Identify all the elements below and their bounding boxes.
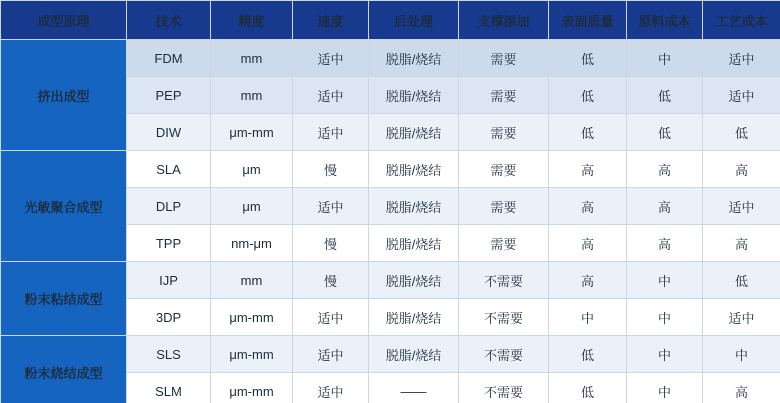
table-cell: 高 — [549, 262, 627, 299]
table-cell: 适中 — [703, 188, 780, 225]
table-cell: 适中 — [293, 188, 369, 225]
table-cell: 适中 — [293, 40, 369, 77]
table-cell: —— — [369, 373, 459, 403]
table-cell: 低 — [627, 77, 703, 114]
technology-name-cell: 3DP — [127, 299, 211, 336]
table-cell: 适中 — [703, 40, 780, 77]
table-cell: 高 — [703, 225, 780, 262]
group-label-cell: 粉末粘结成型 — [1, 262, 127, 336]
column-header-principle: 成型原理 — [1, 1, 127, 40]
table-cell: 高 — [549, 225, 627, 262]
column-header-material-cost: 原料成本 — [627, 1, 703, 40]
table-cell: 高 — [627, 151, 703, 188]
table-cell: 不需要 — [459, 299, 549, 336]
header-row — [1, 1, 780, 40]
table-cell: μm — [211, 151, 293, 188]
table-cell: 高 — [703, 151, 780, 188]
table-cell: μm-mm — [211, 299, 293, 336]
table-cell: 高 — [549, 151, 627, 188]
table-cell: 适中 — [293, 336, 369, 373]
table-cell: 不需要 — [459, 336, 549, 373]
table-cell: 脱脂/烧结 — [369, 77, 459, 114]
table-cell: 高 — [627, 188, 703, 225]
table-cell: 脱脂/烧结 — [369, 262, 459, 299]
table-row — [1, 151, 780, 188]
technology-name-cell: IJP — [127, 262, 211, 299]
table-cell: 中 — [627, 373, 703, 403]
table-cell: μm — [211, 188, 293, 225]
table-cell: μm-mm — [211, 373, 293, 403]
table-cell: 脱脂/烧结 — [369, 151, 459, 188]
table-cell: 慢 — [293, 151, 369, 188]
table-cell: 适中 — [703, 299, 780, 336]
technology-name-cell: FDM — [127, 40, 211, 77]
table-cell: 脱脂/烧结 — [369, 188, 459, 225]
group-label-cell: 挤出成型 — [1, 40, 127, 151]
column-header-precision: 精度 — [211, 1, 293, 40]
table-cell: 中 — [627, 336, 703, 373]
table-cell: 脱脂/烧结 — [369, 336, 459, 373]
table-cell: 需要 — [459, 225, 549, 262]
technology-name-cell: PEP — [127, 77, 211, 114]
table-cell: μm-mm — [211, 336, 293, 373]
table-cell: 不需要 — [459, 373, 549, 403]
technology-name-cell: DLP — [127, 188, 211, 225]
table-row — [1, 262, 780, 299]
table-cell: μm-mm — [211, 114, 293, 151]
table-cell: 脱脂/烧结 — [369, 40, 459, 77]
table-cell: 慢 — [293, 262, 369, 299]
table-cell: 脱脂/烧结 — [369, 114, 459, 151]
table-cell: 低 — [549, 77, 627, 114]
table-row — [1, 40, 780, 77]
table-cell: 需要 — [459, 40, 549, 77]
table-cell: mm — [211, 40, 293, 77]
technology-name-cell: SLM — [127, 373, 211, 403]
table-cell: 低 — [627, 114, 703, 151]
table-cell: 需要 — [459, 151, 549, 188]
table-cell: 中 — [549, 299, 627, 336]
table-cell: 需要 — [459, 114, 549, 151]
table-cell: 脱脂/烧结 — [369, 299, 459, 336]
column-header-process-cost: 工艺成本 — [703, 1, 780, 40]
table-cell: 适中 — [293, 299, 369, 336]
group-label-cell: 光敏聚合成型 — [1, 151, 127, 262]
table-cell: 中 — [703, 336, 780, 373]
technology-name-cell: TPP — [127, 225, 211, 262]
table-cell: 低 — [549, 40, 627, 77]
table-cell: 适中 — [293, 114, 369, 151]
table-cell: 适中 — [293, 77, 369, 114]
column-header-postprocess: 后处理 — [369, 1, 459, 40]
table-cell: 低 — [549, 336, 627, 373]
table-cell: 中 — [627, 40, 703, 77]
column-header-technology: 技术 — [127, 1, 211, 40]
table-cell: 低 — [703, 262, 780, 299]
table-header — [1, 1, 780, 40]
table-cell: 高 — [703, 373, 780, 403]
table-cell: 低 — [703, 114, 780, 151]
table-cell: nm-μm — [211, 225, 293, 262]
table-body — [1, 40, 780, 403]
table-cell: 低 — [549, 373, 627, 403]
table-cell: 适中 — [703, 77, 780, 114]
table-cell: mm — [211, 262, 293, 299]
group-label-cell: 粉末烧结成型 — [1, 336, 127, 403]
table-cell: 中 — [627, 299, 703, 336]
technology-name-cell: DIW — [127, 114, 211, 151]
table-row — [1, 336, 780, 373]
table-cell: 高 — [549, 188, 627, 225]
table-cell: 慢 — [293, 225, 369, 262]
table-cell: mm — [211, 77, 293, 114]
column-header-surface-quality: 表面质量 — [549, 1, 627, 40]
table-cell: 低 — [549, 114, 627, 151]
table-cell: 适中 — [293, 373, 369, 403]
table-cell: 需要 — [459, 77, 549, 114]
technology-name-cell: SLS — [127, 336, 211, 373]
technology-name-cell: SLA — [127, 151, 211, 188]
table-cell: 高 — [627, 225, 703, 262]
table-cell: 中 — [627, 262, 703, 299]
column-header-support: 支撑添加 — [459, 1, 549, 40]
column-header-speed: 速度 — [293, 1, 369, 40]
table-cell: 脱脂/烧结 — [369, 225, 459, 262]
table-cell: 不需要 — [459, 262, 549, 299]
table-cell: 需要 — [459, 188, 549, 225]
